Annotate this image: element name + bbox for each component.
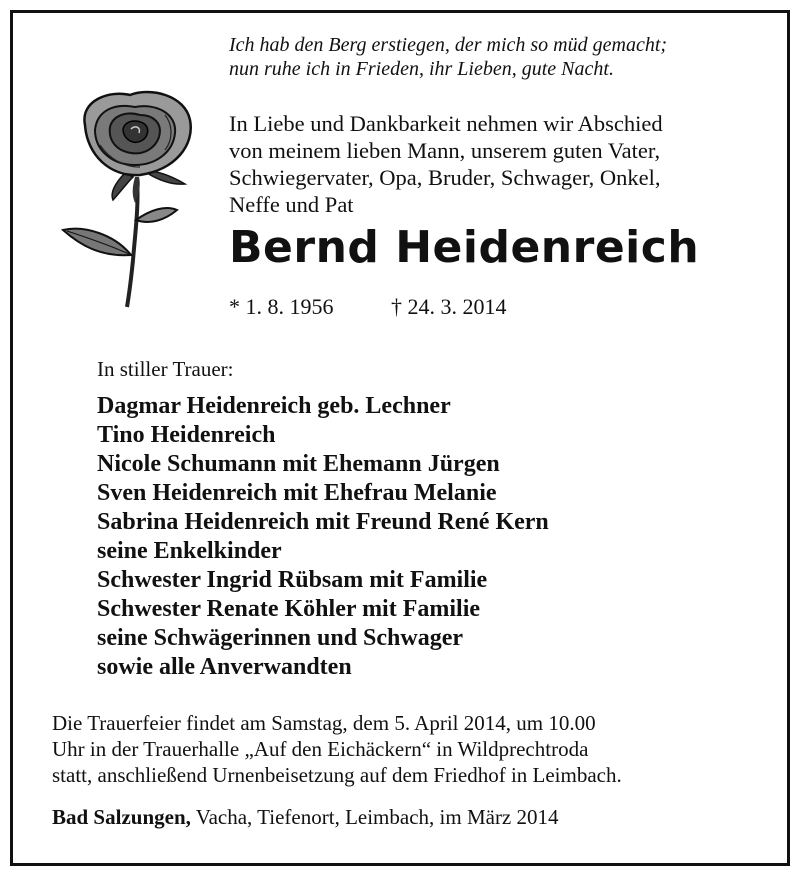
intro-line: Schwiegervater, Opa, Bruder, Schwager, Onkel, (229, 165, 661, 190)
intro-line: von meinem lieben Mann, unserem guten Vater, (229, 138, 661, 163)
mourner: Schwester Ingrid Rübsam mit Familie (97, 567, 488, 593)
death-date: † 24. 3. 2014 (391, 294, 507, 319)
mourner: Sven Heidenreich mit Ehefrau Melanie (97, 480, 497, 506)
mourner: seine Enkelkinder (97, 538, 282, 564)
service-info (52, 710, 754, 788)
deceased-name: Bernd Heidenreich (229, 222, 700, 273)
intro-line: In Liebe und Dankbarkeit nehmen wir Abschied (229, 111, 663, 136)
mourner: Tino Heidenreich (97, 422, 276, 448)
place-date (52, 805, 559, 830)
mourner: Schwester Renate Köhler mit Familie (97, 596, 481, 622)
rose-icon (55, 85, 205, 310)
mourner: Dagmar Heidenreich geb. Lechner (97, 393, 451, 419)
service-line: statt, anschließend Urnenbeisetzung auf dem Friedhof in Leimbach. (52, 763, 622, 787)
place-rest: Vacha, Tiefenort, Leimbach, im März 2014 (190, 805, 559, 829)
service-line: Uhr in der Trauerhalle „Auf den Eichäckern“ in Wildprechtroda (52, 737, 589, 761)
life-dates (229, 294, 507, 320)
mourner: sowie alle Anverwandten (97, 654, 352, 680)
birth-date: * 1. 8. 1956 (229, 294, 334, 319)
intro-line: Neffe und Pat (229, 192, 354, 217)
mourners-title: In stiller Trauer: (97, 357, 234, 381)
intro-text (229, 110, 779, 218)
mourner: Nicole Schumann mit Ehemann Jürgen (97, 451, 500, 477)
mourners-list (97, 392, 549, 682)
mourner: Sabrina Heidenreich mit Freund René Kern (97, 509, 549, 535)
service-line: Die Trauerfeier findet am Samstag, dem 5. April 2014, um 10.00 (52, 711, 596, 735)
poem-line: nun ruhe ich in Frieden, ihr Lieben, gute Nacht. (229, 58, 614, 80)
place-bold: Bad Salzungen, (52, 805, 191, 829)
mourner: seine Schwägerinnen und Schwager (97, 625, 464, 651)
poem-line: Ich hab den Berg erstiegen, der mich so müd gemacht; (229, 34, 668, 56)
poem (229, 33, 667, 81)
